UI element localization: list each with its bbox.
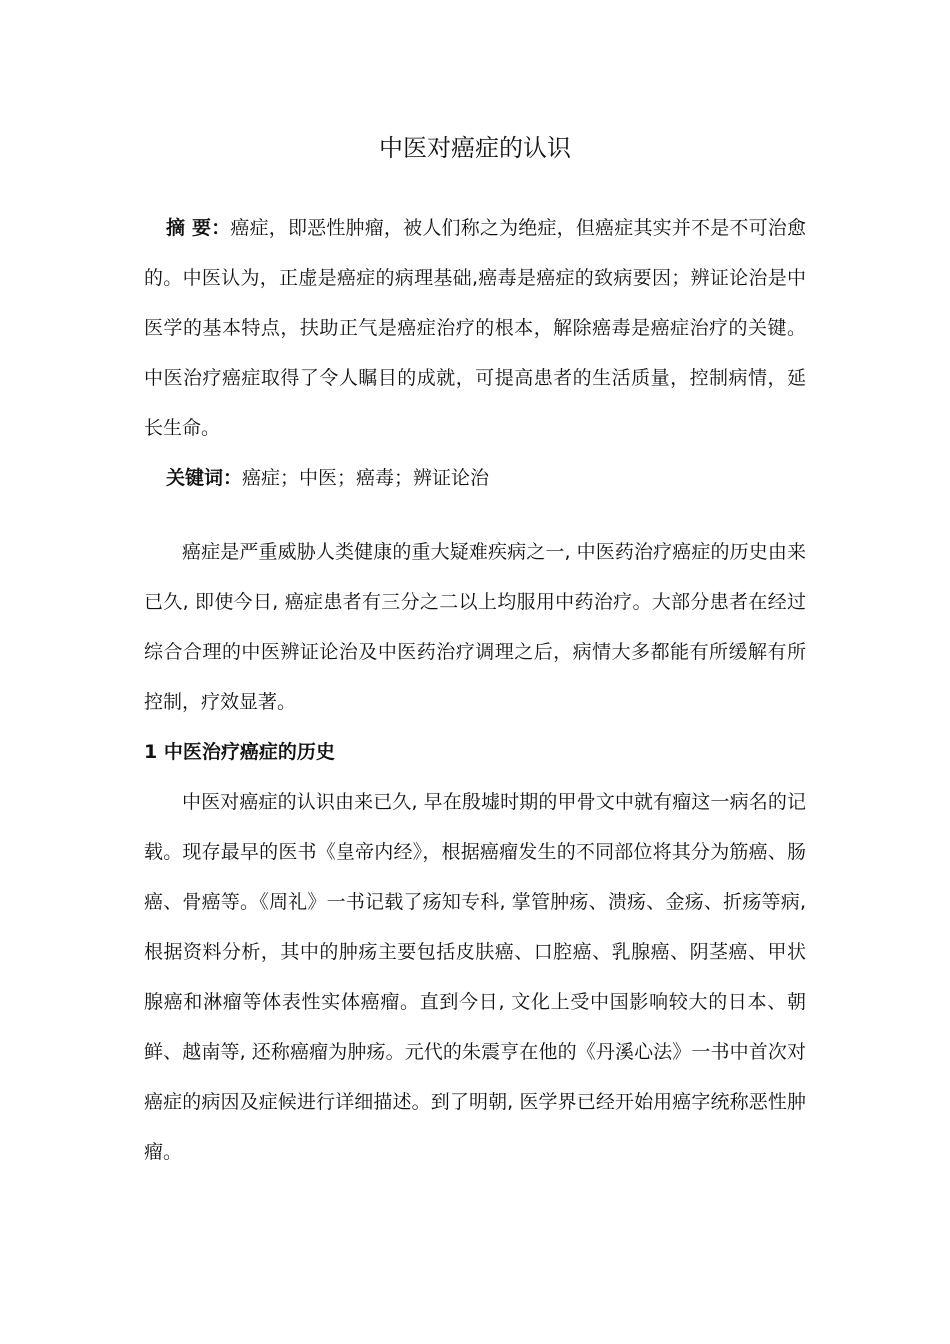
intro-paragraph: 癌症是严重威胁人类健康的重大疑难疾病之一, 中医药治疗癌症的历史由来已久, 即使今日, 癌症患者有三分之二以上均服用中药治疗。大部分患者在经过综合合理的中医辨证论治及中医药治疗调理之后，病情大多都能有所缓解有所控制，疗效显著。 [144, 541, 806, 713]
keywords-paragraph [144, 453, 806, 503]
abstract-paragraph [144, 203, 806, 453]
section-heading: 1 中医治疗癌症的历史 [144, 741, 335, 763]
document-body [144, 203, 806, 1177]
abstract-label: 摘 要： [166, 217, 231, 239]
abstract-text: 癌症，即恶性肿瘤，被人们称之为绝症，但癌症其实并不是不可治愈的。中医认为，正虚是癌症的病理基础,癌毒是癌症的致病要因；辨证论治是中医学的基本特点，扶助正气是癌症治疗的根本，解除癌毒是癌症治疗的关键。中医治疗癌症取得了令人瞩目的成就，可提高患者的生活质量，控制病情，延长生命。 [144, 217, 806, 439]
document-title: 中医对癌症的认识 [379, 134, 571, 162]
section-paragraph: 中医对癌症的认识由来已久, 早在殷墟时期的甲骨文中就有瘤这一病名的记载。现存最早的医书《皇帝内经》，根据癌瘤发生的不同部位将其分为筋癌、肠癌、骨癌等。《周礼》一书记载了疡知专科, 掌管肿疡、溃疡、金疡、折疡等病, 根据资料分析，其中的肿疡主要包括皮肤癌、口腔癌、乳腺癌、阴茎癌、甲状腺癌和淋瘤等体表性实体癌瘤。直到今日, 文化上受中国影响较大的日本、朝鲜、越南等, 还称癌瘤为肿疡。元代的朱震亨在他的《丹溪心法》一书中首次对癌症的病因及症候进行详细描述。到了明朝, 医学界已经开始用癌字统称恶性肿瘤。 [144, 791, 806, 1163]
keywords-text: 癌症；中医；癌毒；辨证论治 [242, 467, 490, 489]
keywords-label: 关键词： [166, 467, 243, 489]
